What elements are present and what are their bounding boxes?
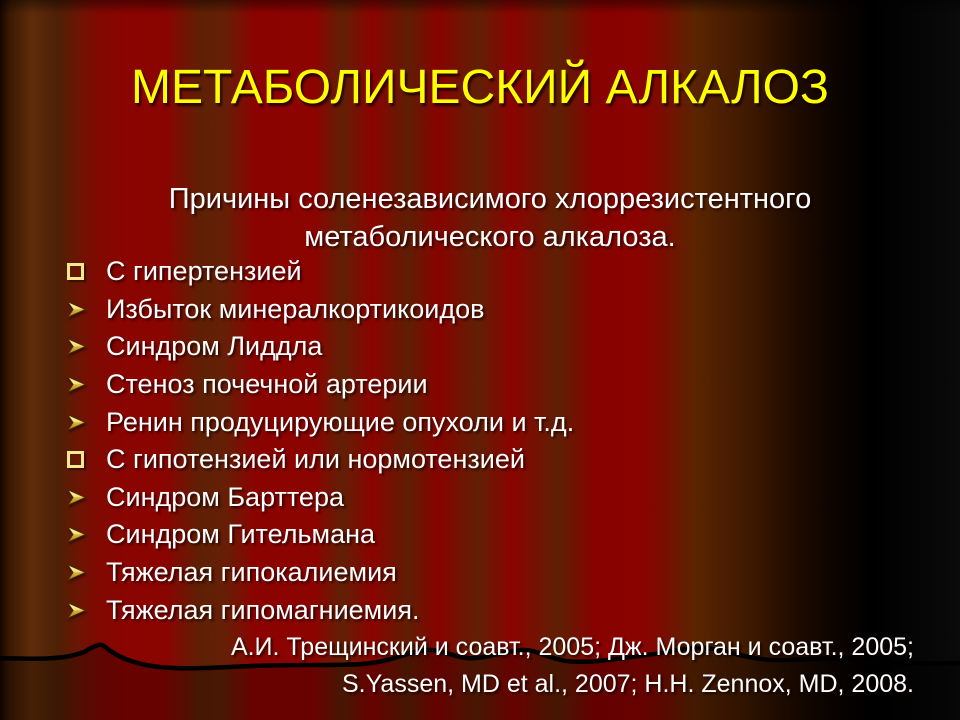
marker-cell: [64, 451, 92, 468]
citation-line-1: А.И. Трещинский и соавт., 2005; Дж. Морган и соавт., 2005;: [230, 633, 914, 661]
bullet-text: С гипертензией: [106, 256, 302, 287]
arrow-bullet-icon: [64, 599, 89, 622]
subtitle-line-1: Причины соленезависимого хлоррезистентного: [168, 183, 812, 215]
square-bullet-icon: [67, 451, 84, 468]
marker-cell: [64, 486, 92, 509]
list-item: [64, 554, 930, 592]
marker-cell: [64, 411, 92, 434]
arrow-bullet-icon: [64, 335, 89, 358]
arrow-bullet-icon: [64, 523, 89, 546]
subtitle-line-2: метаболического алкалоза.: [304, 221, 676, 253]
citations-block: [231, 629, 914, 703]
bullet-text: Синдром Барттера: [106, 481, 344, 512]
list-item: [64, 366, 930, 404]
bullet-list: [64, 253, 930, 629]
marker-cell: [64, 335, 92, 358]
bullet-text: Синдром Лиддла: [106, 331, 323, 362]
list-item: [64, 441, 930, 479]
square-bullet-icon: [67, 263, 84, 280]
list-item: [64, 291, 930, 329]
marker-cell: [64, 599, 92, 622]
bullet-text: Тяжелая гипокалиемия: [106, 557, 397, 588]
bullet-text: Тяжелая гипомагниемия.: [106, 594, 420, 625]
arrow-bullet-icon: [64, 298, 89, 321]
bullet-text: С гипотензией или нормотензией: [106, 444, 525, 475]
marker-cell: [64, 263, 92, 280]
list-item: [64, 516, 930, 554]
arrow-bullet-icon: [64, 486, 89, 509]
slide-subtitle: [20, 180, 960, 256]
list-item: [64, 253, 930, 291]
bullet-text: Стеноз почечной артерии: [106, 369, 428, 400]
list-item: [64, 479, 930, 517]
citation-line-2: S.Yassen, MD et al., 2007; H.H. Zennox, MD, 2008.: [341, 670, 914, 698]
arrow-bullet-icon: [64, 561, 89, 584]
marker-cell: [64, 298, 92, 321]
slide-title: МЕТАБОЛИЧЕСКИЙ АЛКАЛОЗ: [131, 61, 829, 114]
arrow-bullet-icon: [64, 373, 89, 396]
marker-cell: [64, 373, 92, 396]
top-shadow-vignette: [0, 0, 960, 14]
bullet-text: Синдром Гительмана: [106, 519, 376, 550]
marker-cell: [64, 523, 92, 546]
list-item: [64, 591, 930, 629]
list-item: [64, 403, 930, 441]
arrow-bullet-icon: [64, 411, 89, 434]
list-item: [64, 328, 930, 366]
marker-cell: [64, 561, 92, 584]
bullet-text: Избыток минералкортикоидов: [106, 293, 485, 324]
bullet-text: Ренин продуцирующие опухоли и т.д.: [106, 406, 575, 437]
